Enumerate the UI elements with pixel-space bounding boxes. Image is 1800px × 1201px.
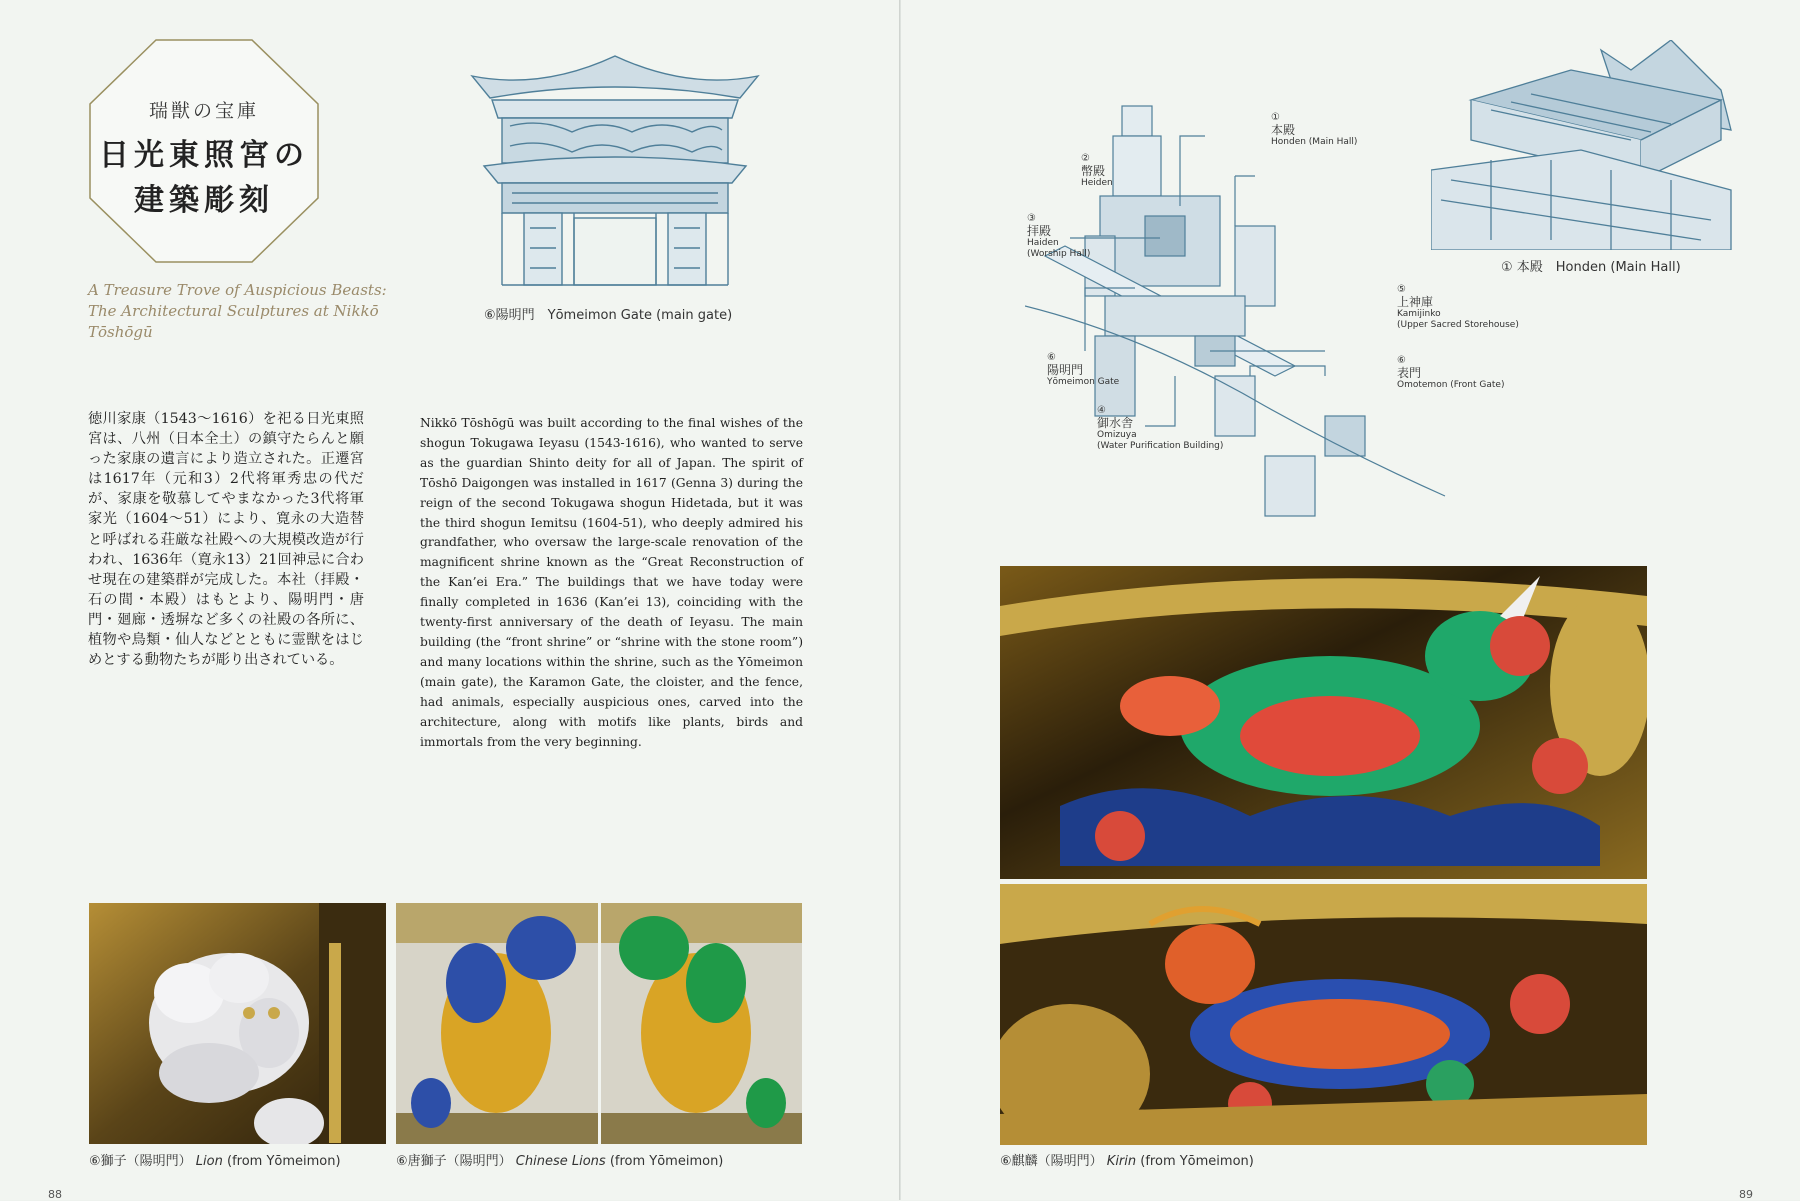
diagram-label-haiden: ③ 拝殿 Haiden (Worship Hall) [1027, 213, 1091, 259]
diagram-label-omizuya: ④ 御水舎 Omizuya (Water Purification Building) [1097, 405, 1224, 451]
title-line-1: 日光東照宮の [99, 138, 309, 173]
english-body-text: Nikkō Tōshōgū was built according to the final wishes of the shogun Tokugawa Ieyasu (1543-1616), who wanted to serve as the guardian Shinto deity for all of Japan. The spirit of Tōshō Daigongen was installed in 1617 (Genna 3) during the reign of the second Tokugawa shogun Hidetada, but it was the third shogun Iemitsu (1604-51), who deeply admired his grandfather, who oversaw the large-scale renovation of the magnificent shrine known as the “Great Reconstruction of the Kan’ei Era.” The buildings that we have today were finally completed in 1636 (Kan’ei 13), coinciding with the twenty-first anniversary of the death of Ieyasu. The main building (the “front shrine” or “shrine with the stone room”) and many locations within the shrine, such as the Yōmeimon (main gate), the Karamon Gate, the cloister, and the fence, had animals, especially auspicious ones, carved into the architecture, along with motifs like plants, birds and immortals from the very beginning. [420, 416, 803, 749]
title-line-2: 建築彫刻 [134, 183, 274, 218]
page-number-right: 89 [1739, 1188, 1753, 1201]
lion-photo [89, 903, 386, 1144]
yomeimon-gate-drawing [462, 48, 768, 293]
kirin-photo-caption: ⑥麒麟（陽明門） Kirin (from Yōmeimon) [1000, 1154, 1254, 1169]
title-octagon [88, 38, 320, 264]
chinese-lions-photo-caption: ⑥唐獅子（陽明門） Chinese Lions (from Yōmeimon) [396, 1154, 724, 1169]
title-subtitle: 瑞獣の宝庫 [148, 100, 259, 122]
diagram-label-honden: ① 本殿 Honden (Main Hall) [1271, 112, 1358, 147]
left-page [0, 0, 900, 1200]
gate-drawing-caption: ⑥陽明門 Yōmeimon Gate (main gate) [484, 308, 733, 323]
kirin-photo [1000, 884, 1647, 1145]
english-title-line-2: The Architectural Sculptures at Nikkō Tōshōgū [88, 302, 379, 341]
japanese-body-text: 徳川家康（1543～1616）を祀る日光東照宮は、八州（日本全土）の鎮守たらんと願った家康の遺言により造立された。正遷宮は1617年（元和3）2代将軍秀忠の代だが、家康を敬慕してやまなかった3代将軍家光（1604～51）により、寛永の大造替と呼ばれる荘厳な社殿への大規模改造が行われ、1636年（寛永13）21回神忌に合わせ現在の建築群が完成した。本社（拝殿・石の間・本殿）はもとより、陽明門・唐門・廻廊・透塀など多くの社殿の各所に、植物や鳥類・仙人などとともに霊獣をはじめとする動物たちが彫り出されている。 [88, 411, 364, 669]
english-title [88, 280, 418, 343]
honden-caption: ① 本殿 Honden (Main Hall) [1501, 260, 1681, 275]
carving-photo-top [1000, 566, 1647, 879]
lion-photo-caption: ⑥獅子（陽明門） Lion (from Yōmeimon) [89, 1154, 341, 1169]
diagram-label-omotemon: ⑥ 表門 Omotemon (Front Gate) [1397, 355, 1505, 390]
honden-drawing [1431, 40, 1735, 250]
page-number-left: 88 [48, 1188, 62, 1201]
diagram-label-kamijinko: ⑤ 上神庫 Kamijinko (Upper Sacred Storehouse) [1397, 284, 1519, 330]
english-title-line-1: A Treasure Trove of Auspicious Beasts: [88, 281, 387, 299]
diagram-label-heiden: ② 幣殿 Heiden [1081, 153, 1113, 188]
chinese-lions-photo [396, 903, 802, 1144]
right-page [901, 0, 1800, 1200]
diagram-label-yomeimon: ⑥ 陽明門 Yōmeimon Gate [1047, 352, 1120, 387]
